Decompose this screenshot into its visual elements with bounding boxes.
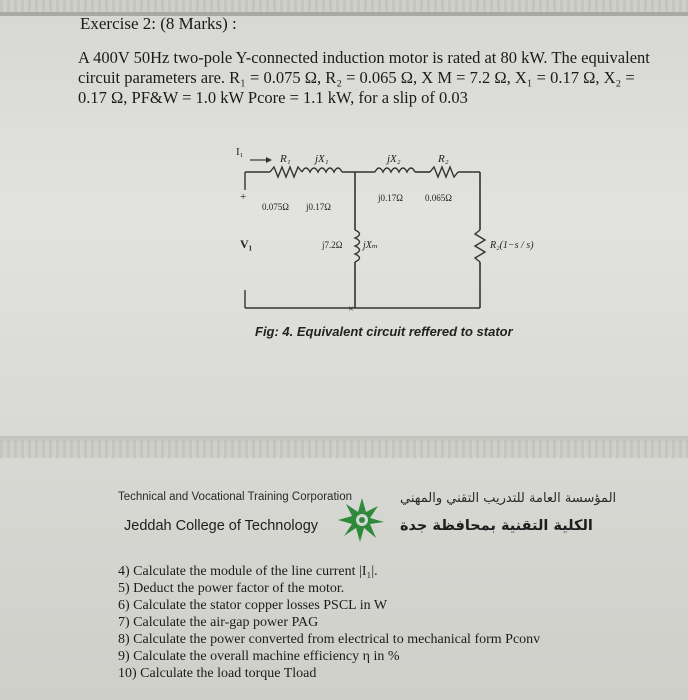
- x2-inductor: [375, 168, 415, 172]
- institution-en-line2: Jeddah College of Technology: [124, 518, 319, 534]
- tvtc-logo-icon: [332, 494, 392, 546]
- r1-resistor: [270, 167, 302, 177]
- r2-resistor: [430, 167, 458, 177]
- figure-caption: Fig: 4. Equivalent circuit reffered to stator: [255, 324, 513, 339]
- jx2-value: j0.17Ω: [378, 193, 403, 203]
- page-texture: [0, 0, 688, 12]
- load-resistor: [475, 230, 485, 262]
- v1-label: V₁: [240, 237, 253, 251]
- plus-sign: +: [240, 191, 247, 203]
- r1-label: R₁: [280, 153, 291, 165]
- jxm-label: jXₘ: [363, 240, 379, 251]
- task-list: [118, 563, 540, 682]
- institution-ar-line1: المؤسسة العامة للتدريب التقني والمهني: [400, 491, 617, 506]
- problem-line-1: A 400V 50Hz two-pole Y-connected induction motor is rated at 80 kW. The equivalent: [78, 48, 650, 67]
- task-item: 10) Calculate the load torque Tload: [118, 666, 317, 681]
- ground-marker: ×: [348, 304, 354, 315]
- i1-label: I₁: [236, 146, 244, 158]
- page-texture-lower: [0, 440, 688, 458]
- r2-label: R₂: [438, 153, 449, 165]
- task-item: 7) Calculate the air-gap power PAG: [118, 615, 319, 630]
- equivalent-circuit-diagram: [150, 130, 570, 330]
- problem-line-3: 0.17 Ω, PF&W = 1.0 kW Pcore = 1.1 kW, for a slip of 0.03: [78, 88, 468, 107]
- institution-ar-line2: الكلية التقنية بمحافظة جدة: [400, 518, 593, 534]
- exercise-title: Exercise 2: (8 Marks) :: [80, 14, 237, 33]
- problem-line-2: circuit parameters are. R₁ = 0.075 Ω, R₂ = 0.065 Ω, X M = 7.2 Ω, X₁ = 0.17 Ω, X₂ =: [78, 68, 635, 87]
- r1-value: 0.075Ω: [262, 202, 289, 212]
- problem-statement: [78, 48, 678, 108]
- jx1-label: jX₁: [315, 153, 329, 165]
- x1-inductor: [302, 168, 342, 172]
- jx2-label: jX₂: [387, 153, 401, 165]
- load-expression: [489, 240, 534, 251]
- xm-value: j7.2Ω: [322, 240, 343, 250]
- jx1-value: j0.17Ω: [306, 202, 331, 212]
- institution-en-line1: Technical and Vocational Training Corporation: [118, 491, 352, 503]
- r2-value: 0.065Ω: [425, 193, 452, 203]
- task-item: 8) Calculate the power converted from electrical to mechanical form Pconv: [118, 632, 541, 647]
- task-item: 9) Calculate the overall machine efficiency η in %: [118, 649, 400, 664]
- xm-inductor: [355, 230, 360, 262]
- task-item: 5) Deduct the power factor of the motor.: [118, 581, 345, 596]
- load-label: R₂(1−s / s): [490, 240, 534, 251]
- task-item: 6) Calculate the stator copper losses PSCL in W: [118, 598, 388, 613]
- task-item: 4) Calculate the module of the line current |I₁|.: [118, 564, 378, 579]
